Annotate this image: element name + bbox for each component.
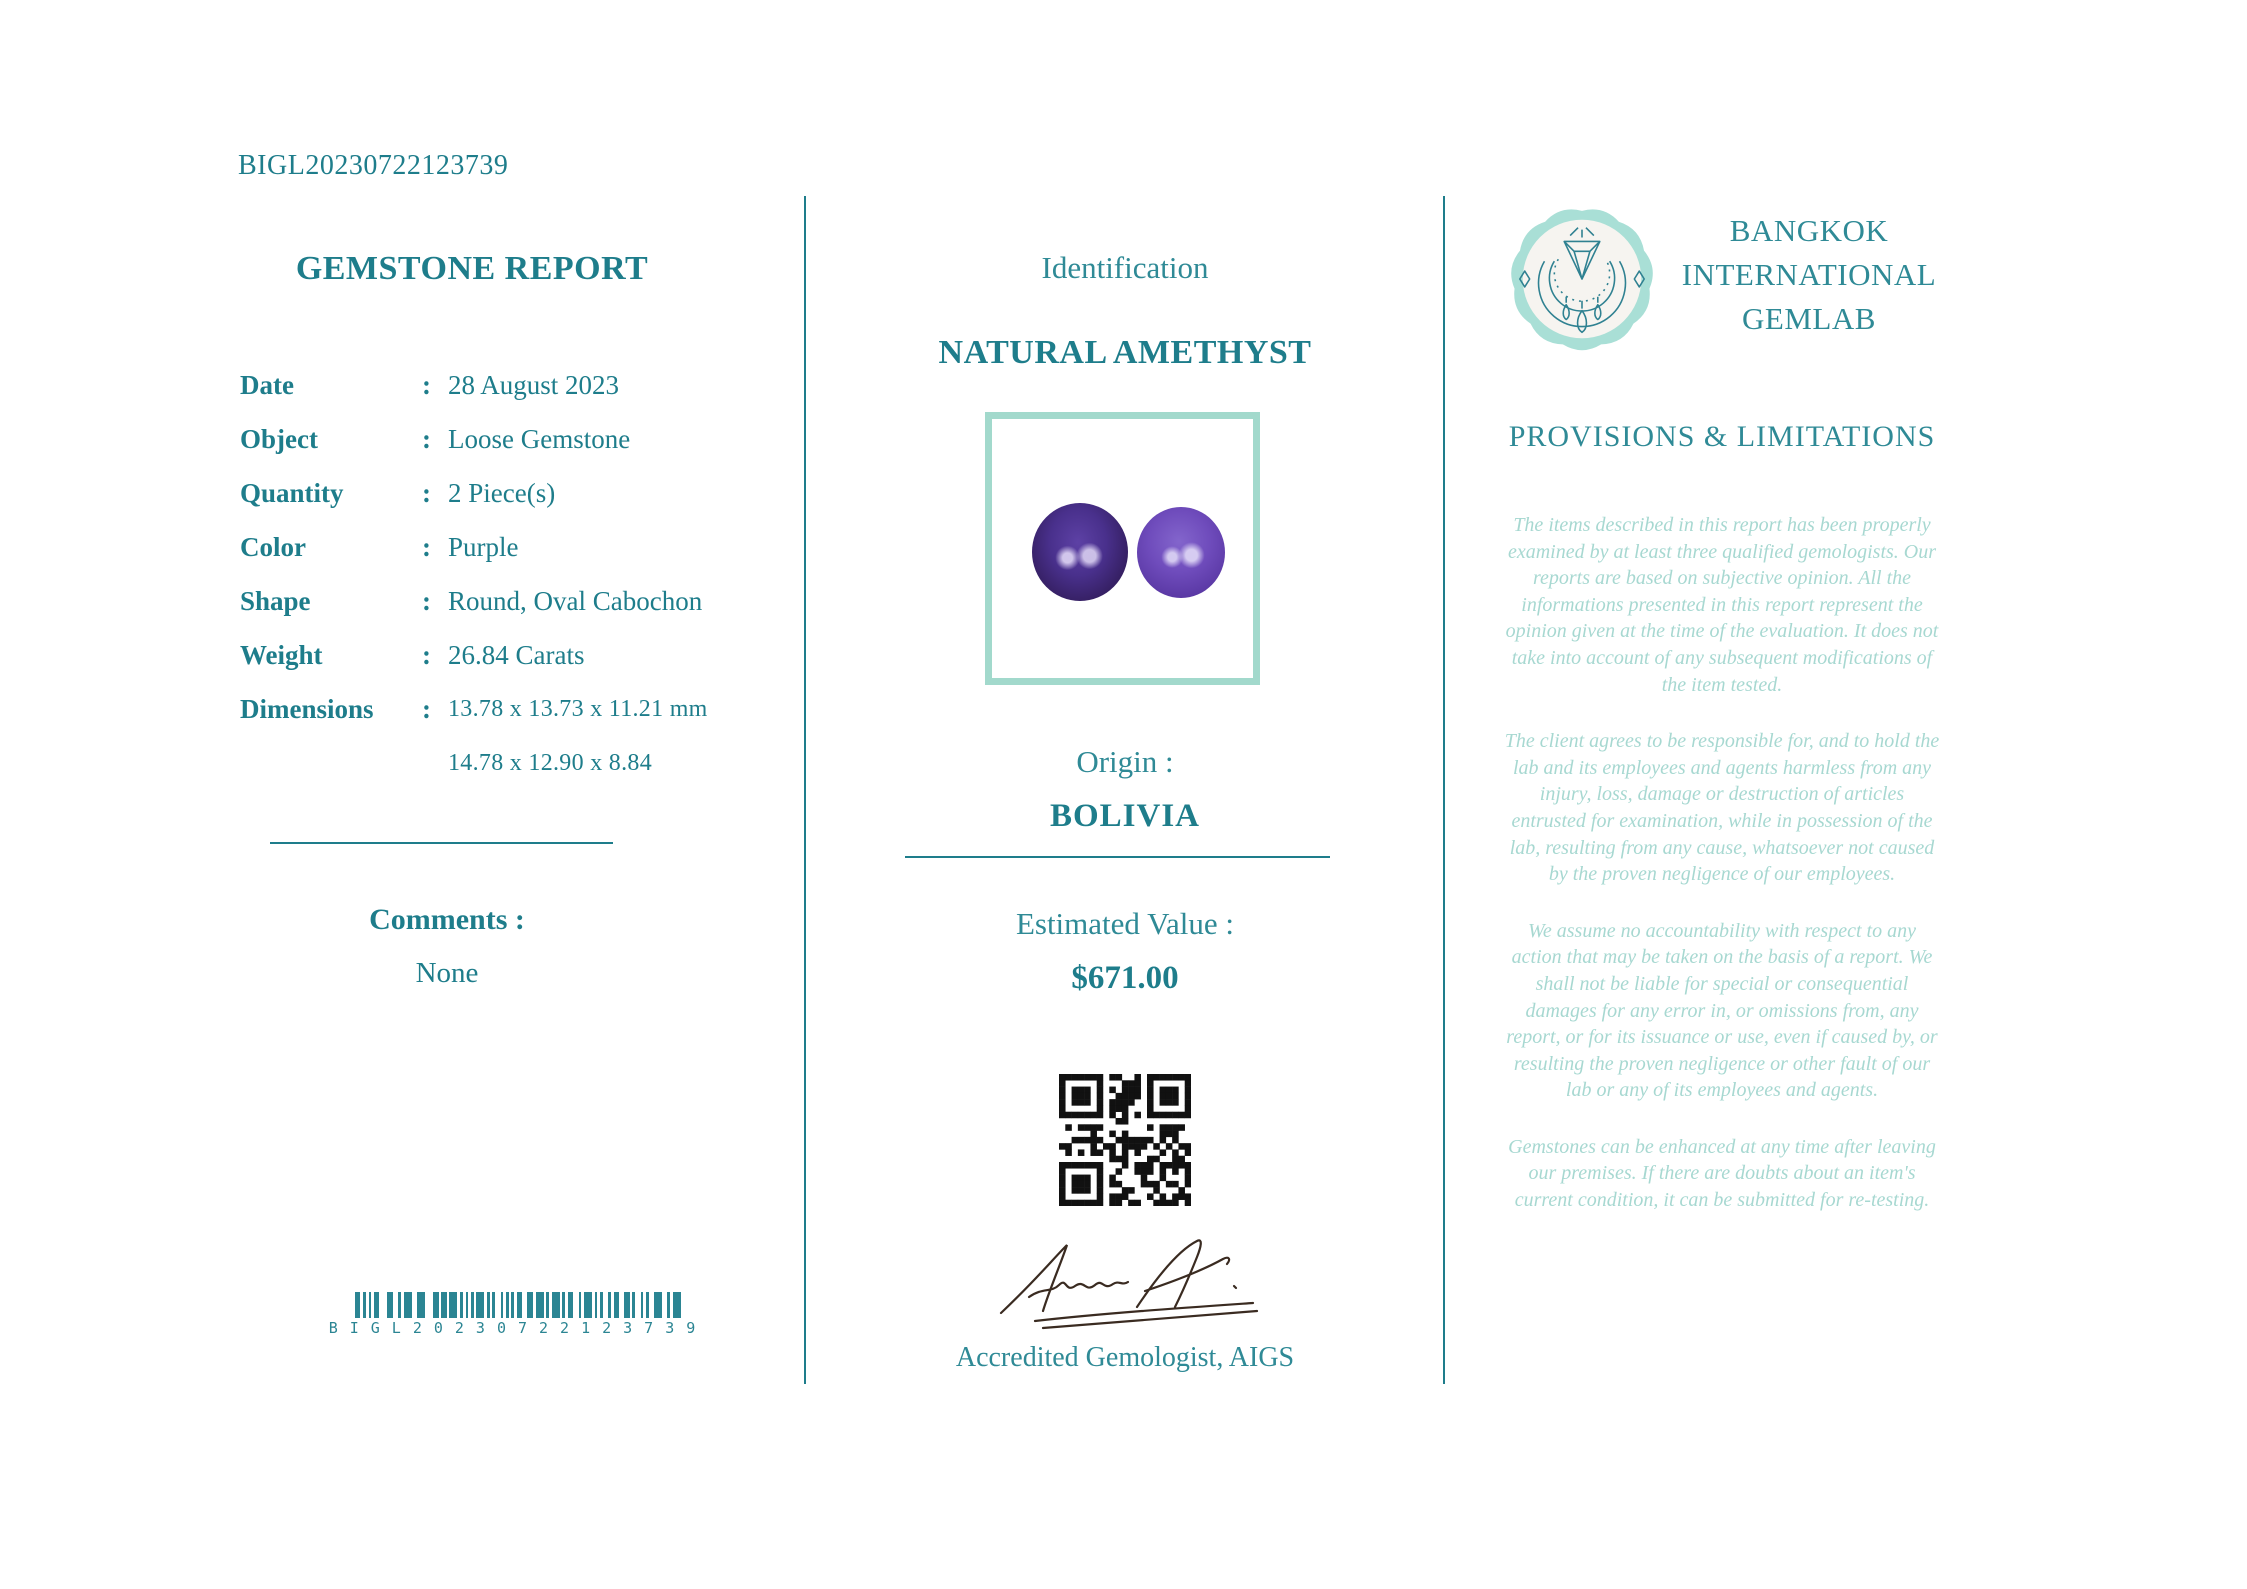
field-value: 14.78 x 12.90 x 8.84 xyxy=(448,749,652,776)
provisions-paragraphs xyxy=(1502,512,1942,1244)
gemstone-photo-round-cabochon xyxy=(1137,507,1225,598)
estimated-value: $671.00 xyxy=(1071,960,1179,996)
field-value: Round, Oval Cabochon xyxy=(448,585,703,616)
origin-value: BOLIVIA xyxy=(1049,798,1201,834)
field-value: 13.78 x 13.73 x 11.21 mm xyxy=(448,695,708,722)
field-row-quantity xyxy=(240,466,710,520)
field-colon xyxy=(422,478,448,509)
gemstone-photo-frame xyxy=(985,412,1260,685)
origin-label: Origin : xyxy=(1076,744,1174,779)
field-label: Date xyxy=(240,369,294,400)
gemologist-signature-icon xyxy=(995,1233,1285,1338)
value-divider-line xyxy=(905,856,1330,858)
barcode-text: BIGL20230722123739 xyxy=(328,1319,708,1337)
field-colon xyxy=(422,586,448,617)
field-label: Color xyxy=(240,531,306,562)
field-value: 26.84 Carats xyxy=(448,639,585,670)
lab-name-line: BANGKOK xyxy=(1729,213,1889,248)
field-value: Loose Gemstone xyxy=(448,423,631,454)
field-value: 28 August 2023 xyxy=(448,369,620,400)
report-title: GEMSTONE REPORT xyxy=(295,250,649,287)
field-value: Purple xyxy=(448,531,519,562)
field-colon xyxy=(422,640,448,671)
estimated-value-label: Estimated Value : xyxy=(1015,906,1235,941)
provisions-paragraph: The items described in this report has been properly examined by at least three qualified gemologists. Our reports are based on subjective opinion. All the informations presented in this report represent the opinion given at the time of the evaluation. It does not take into account of any subsequent modifications of the item tested. xyxy=(1505,514,1939,696)
report-fields-table xyxy=(240,358,710,790)
lab-name xyxy=(1663,209,1955,341)
qr-code-icon xyxy=(1059,1074,1191,1206)
field-label: Shape xyxy=(240,585,311,616)
barcode xyxy=(318,1292,718,1337)
barcode-bars-icon xyxy=(318,1292,718,1318)
field-label: Object xyxy=(240,423,318,454)
field-row-dimensions-2 xyxy=(240,736,710,790)
field-label: Dimensions xyxy=(240,693,374,724)
identification-heading: Identification xyxy=(1041,250,1209,285)
field-label: Quantity xyxy=(240,477,344,508)
field-row-shape xyxy=(240,574,710,628)
field-label: Weight xyxy=(240,639,323,670)
identification-result: NATURAL AMETHYST xyxy=(938,334,1312,371)
field-value: 2 Piece(s) xyxy=(448,477,556,508)
identification-column xyxy=(845,0,1405,1589)
comments-value: None xyxy=(415,957,479,989)
gemstone-photo-oval-cabochon xyxy=(1032,503,1128,601)
field-colon xyxy=(422,424,448,455)
column-divider-right xyxy=(1443,196,1445,1384)
field-row-dimensions xyxy=(240,682,710,736)
column-divider-left xyxy=(804,196,806,1384)
field-colon xyxy=(422,532,448,563)
field-row-object xyxy=(240,412,710,466)
lab-name-line: GEMLAB xyxy=(1742,301,1876,336)
field-row-date xyxy=(240,358,710,412)
provisions-paragraph: Gemstones can be enhanced at any time after leaving our premises. If there are doubts about an item's current condition, it can be submitted for re-testing. xyxy=(1508,1135,1936,1212)
field-colon xyxy=(422,370,448,401)
lab-column xyxy=(1480,0,1964,1589)
gemologist-title: Accredited Gemologist, AIGS xyxy=(955,1342,1295,1373)
field-row-weight xyxy=(240,628,710,682)
report-details-column xyxy=(237,0,708,1589)
field-row-color xyxy=(240,520,710,574)
report-number: BIGL20230722123739 xyxy=(238,150,509,181)
provisions-title: PROVISIONS & LIMITATIONS xyxy=(1508,420,1936,453)
provisions-paragraph: The client agrees to be responsible for, and to hold the lab and its employees and agents harmless from any injury, loss, damage or destruction of articles entrusted for examination, while in possession of the lab, resulting from any cause, whatsoever not caused by the proven negligence of our employees. xyxy=(1504,730,1940,886)
lab-name-line: INTERNATIONAL xyxy=(1681,257,1937,292)
lab-logo-icon xyxy=(1503,200,1661,358)
field-colon xyxy=(422,694,448,725)
provisions-paragraph: We assume no accountability with respect to any action that may be taken on the basis of a report. We shall not be liable for special or consequential damages for any error in, or omissions from, any report, or for its issuance or use, even if caused by, or resulting the proven negligence or other fault of our lab or any of its employees and agents. xyxy=(1506,919,1938,1102)
comments-divider-line xyxy=(270,842,613,844)
comments-label: Comments : xyxy=(369,903,525,936)
